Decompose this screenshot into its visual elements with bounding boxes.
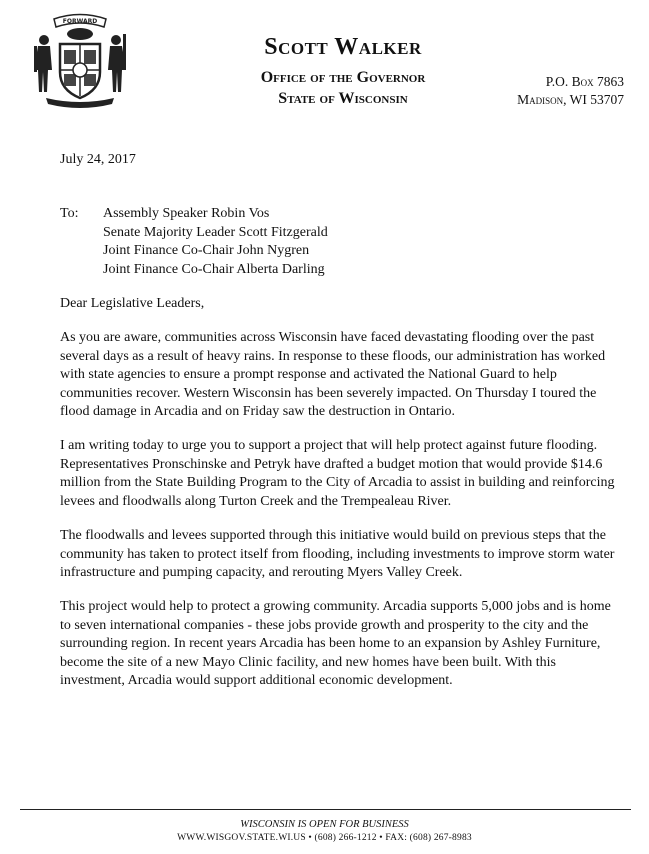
state-line: State of Wisconsin [278,90,408,107]
salutation: Dear Legislative Leaders, [60,296,205,312]
sailor-figure [34,35,52,92]
paragraph: The floodwalls and levees supported through this initiative would build on previous steps that the community has taken to protect itself from flooding, including investments to improve storm water infrastructure and pumping capacity, and rerouting Myers Valley Creek. [60,528,615,580]
letter-date: July 24, 2017 [60,152,136,167]
office-line: Office of the Governor [260,69,426,86]
paragraph: This project would help to protect a growing community. Arcadia supports 5,000 jobs and is home to seven international companies - these jobs provide growth and prosperity to the city and the surrounding region. In recent years Arcadia has been home to an expansion by Ashley Furniture, become the site of a new Mayo Clinic facility, and new homes have been built. With this investment, Arcadia would support additional economic development. [60,599,611,688]
footer-motto: WISCONSIN IS OPEN FOR BUSINESS [240,819,409,830]
footer-divider [20,809,631,810]
paragraph: As you are aware, communities across Wisconsin have faced devastating flooding over the past several days as a result of heavy rains. In response to these floods, our administration has worked with state agencies to ensure a prompt response and activated the National Guard to help communities recover. Western Wisconsin has been severely impacted. On Thursday I toured the flood damage in Arcadia and on Friday saw the destruction in Ontario. [60,330,606,420]
mailing-address [517,73,624,109]
recipients-block [60,205,620,279]
recipient: Senate Majority Leader Scott Fitzgerald [103,224,328,240]
miner-figure [108,34,126,92]
city-state-zip: Madison, WI 53707 [517,92,624,107]
letter-body [60,151,620,690]
to-label: To: [60,206,79,222]
governor-name: Scott Walker [264,34,422,60]
office-title [212,67,474,109]
recipient-list [103,205,328,279]
recipient: Joint Finance Co-Chair John Nygren [103,243,310,259]
state-seal-icon [28,6,132,112]
paragraph: I am writing today to urge you to support a project that will help protect against future flooding. Representatives Pronschinske and Petryk have drafted a budget motion that would provide $14.6 million from the State Building Program to the City of Arcadia to assist in building and reinforcing levees and floodwalls along Turton Creek and the Trempealeau River. [60,438,615,509]
footer-contact: WWW.WISGOV.STATE.WI.US • (608) 266-1212 • FAX: (608) 267-8983 [177,833,472,843]
po-box: P.O. Box 7863 [545,74,624,89]
recipient: Joint Finance Co-Chair Alberta Darling [103,261,325,277]
seal-motto: FORWARD [62,18,98,25]
badger [67,28,93,40]
seal-base [46,98,114,108]
recipient: Assembly Speaker Robin Vos [103,206,270,222]
